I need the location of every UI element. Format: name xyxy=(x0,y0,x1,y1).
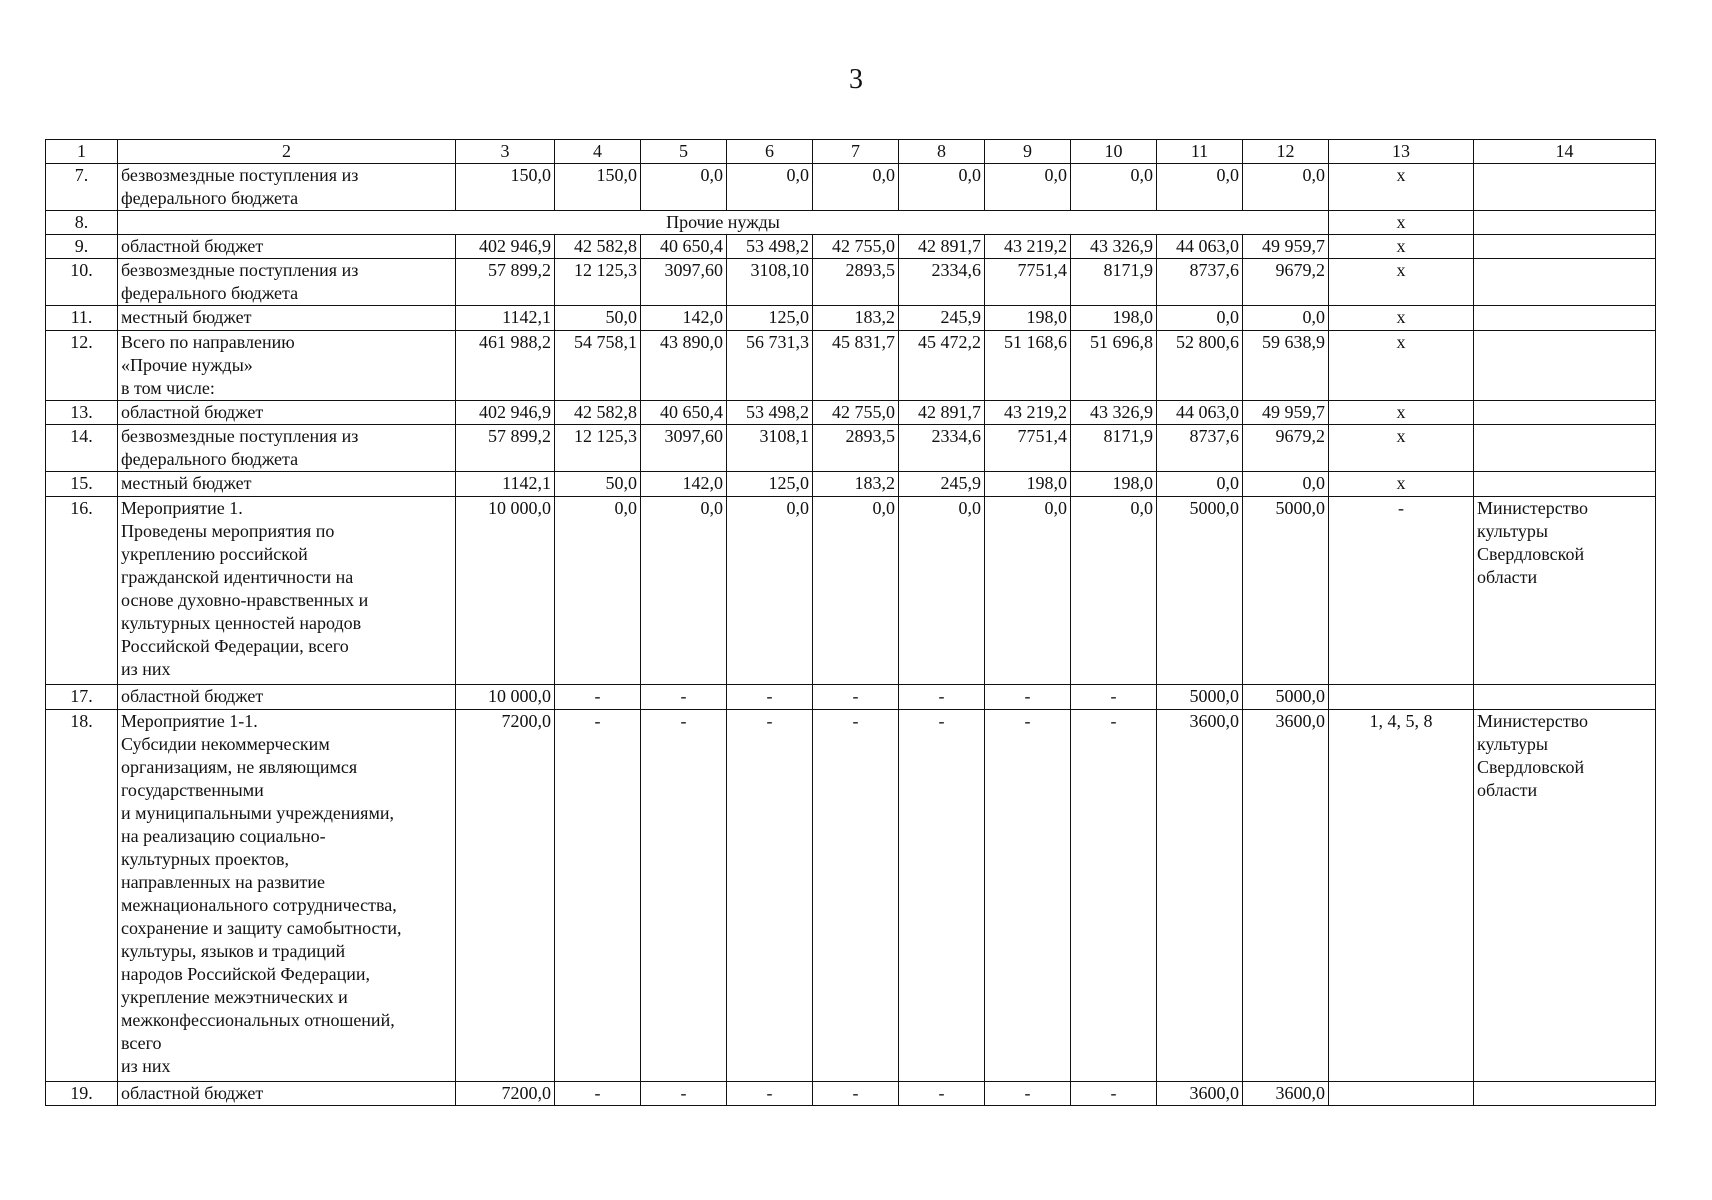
value-cell: 43 219,2 xyxy=(985,235,1071,259)
value-cell: 0,0 xyxy=(1243,472,1329,497)
value-cell: 2893,5 xyxy=(813,259,899,306)
value-cell: 43 890,0 xyxy=(641,331,727,401)
table-row xyxy=(46,710,1656,1082)
value-cell: 5000,0 xyxy=(1157,497,1243,685)
page-number: 3 xyxy=(849,64,863,95)
value-cell: 45 831,7 xyxy=(813,331,899,401)
executor-cell xyxy=(1474,211,1656,235)
value-cell: 0,0 xyxy=(727,164,813,211)
row-name: областной бюджет xyxy=(118,685,456,710)
header-cell: 2 xyxy=(118,140,456,164)
row-number: 16. xyxy=(46,497,118,685)
value-cell: - xyxy=(899,1082,985,1106)
value-cell: 42 755,0 xyxy=(813,235,899,259)
value-cell: 1142,1 xyxy=(456,472,555,497)
table-row xyxy=(46,685,1656,710)
value-cell: 0,0 xyxy=(899,164,985,211)
value-cell: 42 755,0 xyxy=(813,401,899,425)
value-cell: 42 891,7 xyxy=(899,235,985,259)
value-cell: 183,2 xyxy=(813,472,899,497)
row-number: 7. xyxy=(46,164,118,211)
table-row xyxy=(46,472,1656,497)
value-cell: 0,0 xyxy=(985,164,1071,211)
value-cell: - xyxy=(555,685,641,710)
header-cell: 1 xyxy=(46,140,118,164)
value-cell: 0,0 xyxy=(727,497,813,685)
value-cell: 3600,0 xyxy=(1243,1082,1329,1106)
target-indicator-cell: х xyxy=(1329,235,1474,259)
row-number: 9. xyxy=(46,235,118,259)
value-cell: - xyxy=(813,1082,899,1106)
value-cell: 0,0 xyxy=(555,497,641,685)
value-cell: 53 498,2 xyxy=(727,401,813,425)
value-cell: - xyxy=(1071,710,1157,1082)
target-indicator-cell: х xyxy=(1329,306,1474,331)
executor-cell xyxy=(1474,685,1656,710)
value-cell: 50,0 xyxy=(555,472,641,497)
row-number: 12. xyxy=(46,331,118,401)
value-cell: 42 891,7 xyxy=(899,401,985,425)
value-cell: - xyxy=(641,685,727,710)
executor-cell xyxy=(1474,425,1656,472)
value-cell: 5000,0 xyxy=(1243,685,1329,710)
table-row xyxy=(46,425,1656,472)
header-cell: 10 xyxy=(1071,140,1157,164)
executor-cell xyxy=(1474,164,1656,211)
row-name: безвозмездные поступления из федерального бюджета xyxy=(118,425,456,472)
value-cell: - xyxy=(727,685,813,710)
row-name: Всего по направлению «Прочие нужды» в том числе: xyxy=(118,331,456,401)
header-cell: 4 xyxy=(555,140,641,164)
value-cell: 9679,2 xyxy=(1243,425,1329,472)
value-cell: 8737,6 xyxy=(1157,425,1243,472)
table-row xyxy=(46,211,1656,235)
header-cell: 3 xyxy=(456,140,555,164)
target-indicator-cell: 1, 4, 5, 8 xyxy=(1329,710,1474,1082)
value-cell: 0,0 xyxy=(1071,497,1157,685)
value-cell: 44 063,0 xyxy=(1157,401,1243,425)
header-cell: 14 xyxy=(1474,140,1656,164)
value-cell: 125,0 xyxy=(727,306,813,331)
row-number: 17. xyxy=(46,685,118,710)
row-number: 18. xyxy=(46,710,118,1082)
value-cell: 2893,5 xyxy=(813,425,899,472)
value-cell: 9679,2 xyxy=(1243,259,1329,306)
executor-cell xyxy=(1474,235,1656,259)
target-indicator-cell: х xyxy=(1329,472,1474,497)
value-cell: - xyxy=(899,685,985,710)
value-cell: - xyxy=(1071,685,1157,710)
value-cell: 125,0 xyxy=(727,472,813,497)
row-number: 8. xyxy=(46,211,118,235)
value-cell: 53 498,2 xyxy=(727,235,813,259)
value-cell: - xyxy=(1071,1082,1157,1106)
target-indicator-cell: х xyxy=(1329,164,1474,211)
value-cell: - xyxy=(641,710,727,1082)
value-cell: 0,0 xyxy=(1243,306,1329,331)
value-cell: 245,9 xyxy=(899,306,985,331)
header-cell: 13 xyxy=(1329,140,1474,164)
value-cell: - xyxy=(555,710,641,1082)
value-cell: 8171,9 xyxy=(1071,425,1157,472)
table-row xyxy=(46,306,1656,331)
table-row xyxy=(46,497,1656,685)
target-indicator-cell: х xyxy=(1329,211,1474,235)
value-cell: 52 800,6 xyxy=(1157,331,1243,401)
target-indicator-cell xyxy=(1329,1082,1474,1106)
value-cell: - xyxy=(641,1082,727,1106)
target-indicator-cell: х xyxy=(1329,331,1474,401)
value-cell: 51 168,6 xyxy=(985,331,1071,401)
value-cell: 402 946,9 xyxy=(456,235,555,259)
value-cell: 42 582,8 xyxy=(555,235,641,259)
target-indicator-cell: - xyxy=(1329,497,1474,685)
budget-table xyxy=(45,139,1656,1106)
value-cell: 43 219,2 xyxy=(985,401,1071,425)
executor-cell xyxy=(1474,306,1656,331)
value-cell: 3108,1 xyxy=(727,425,813,472)
value-cell: 3108,10 xyxy=(727,259,813,306)
value-cell: 43 326,9 xyxy=(1071,235,1157,259)
executor-cell xyxy=(1474,472,1656,497)
value-cell: - xyxy=(985,1082,1071,1106)
value-cell: 8737,6 xyxy=(1157,259,1243,306)
value-cell: 3600,0 xyxy=(1157,1082,1243,1106)
executor-cell: Министерство культуры Свердловской области xyxy=(1474,710,1656,1082)
row-name: областной бюджет xyxy=(118,235,456,259)
value-cell: 7751,4 xyxy=(985,259,1071,306)
section-title: Прочие нужды xyxy=(118,211,1329,235)
value-cell: 44 063,0 xyxy=(1157,235,1243,259)
target-indicator-cell: х xyxy=(1329,259,1474,306)
executor-cell xyxy=(1474,331,1656,401)
value-cell: - xyxy=(813,685,899,710)
value-cell: 7200,0 xyxy=(456,710,555,1082)
value-cell: 10 000,0 xyxy=(456,497,555,685)
value-cell: - xyxy=(813,710,899,1082)
row-number: 10. xyxy=(46,259,118,306)
value-cell: - xyxy=(727,710,813,1082)
row-number: 11. xyxy=(46,306,118,331)
value-cell: 183,2 xyxy=(813,306,899,331)
header-cell: 7 xyxy=(813,140,899,164)
value-cell: 10 000,0 xyxy=(456,685,555,710)
value-cell: 3097,60 xyxy=(641,425,727,472)
value-cell: 0,0 xyxy=(641,497,727,685)
row-name: областной бюджет xyxy=(118,1082,456,1106)
value-cell: 0,0 xyxy=(899,497,985,685)
value-cell: 198,0 xyxy=(985,472,1071,497)
value-cell: 142,0 xyxy=(641,306,727,331)
executor-cell: Министерство культуры Свердловской области xyxy=(1474,497,1656,685)
value-cell: 57 899,2 xyxy=(456,425,555,472)
row-name: безвозмездные поступления из федерального бюджета xyxy=(118,259,456,306)
value-cell: 54 758,1 xyxy=(555,331,641,401)
value-cell: 7200,0 xyxy=(456,1082,555,1106)
value-cell: 49 959,7 xyxy=(1243,401,1329,425)
value-cell: 461 988,2 xyxy=(456,331,555,401)
executor-cell xyxy=(1474,1082,1656,1106)
value-cell: 198,0 xyxy=(1071,306,1157,331)
table-row xyxy=(46,259,1656,306)
row-name: Мероприятие 1-1. Субсидии некоммерческим организациям, не являющимся государственными и муниципальными учреждениями, на реализацию социально- культурных проектов, направленных на развитие межнационального сотрудничества, сохранение и защиту самобытности, культуры, языков и традиций народов Российской Федерации, укрепление межэтнических и межконфессиональных отношений, всего из них xyxy=(118,710,456,1082)
row-name: Мероприятие 1. Проведены мероприятия по укреплению российской гражданской идентичности на основе духовно-нравственных и культурных ценностей народов Российской Федерации, всего из них xyxy=(118,497,456,685)
header-cell: 9 xyxy=(985,140,1071,164)
row-name: безвозмездные поступления из федерального бюджета xyxy=(118,164,456,211)
value-cell: 45 472,2 xyxy=(899,331,985,401)
target-indicator-cell: х xyxy=(1329,425,1474,472)
value-cell: 0,0 xyxy=(1071,164,1157,211)
value-cell: 51 696,8 xyxy=(1071,331,1157,401)
table-row xyxy=(46,1082,1656,1106)
value-cell: 0,0 xyxy=(1157,306,1243,331)
value-cell: 3097,60 xyxy=(641,259,727,306)
value-cell: 3600,0 xyxy=(1157,710,1243,1082)
row-name: местный бюджет xyxy=(118,306,456,331)
value-cell: 50,0 xyxy=(555,306,641,331)
value-cell: - xyxy=(899,710,985,1082)
value-cell: 40 650,4 xyxy=(641,235,727,259)
row-number: 15. xyxy=(46,472,118,497)
executor-cell xyxy=(1474,259,1656,306)
row-number: 13. xyxy=(46,401,118,425)
value-cell: 142,0 xyxy=(641,472,727,497)
value-cell: 150,0 xyxy=(456,164,555,211)
value-cell: 198,0 xyxy=(1071,472,1157,497)
row-number: 14. xyxy=(46,425,118,472)
value-cell: 0,0 xyxy=(1243,164,1329,211)
value-cell: 0,0 xyxy=(813,164,899,211)
value-cell: 402 946,9 xyxy=(456,401,555,425)
table-row xyxy=(46,235,1656,259)
value-cell: 12 125,3 xyxy=(555,425,641,472)
target-indicator-cell xyxy=(1329,685,1474,710)
header-cell: 12 xyxy=(1243,140,1329,164)
value-cell: 59 638,9 xyxy=(1243,331,1329,401)
value-cell: 3600,0 xyxy=(1243,710,1329,1082)
table-row xyxy=(46,164,1656,211)
value-cell: - xyxy=(985,710,1071,1082)
value-cell: 245,9 xyxy=(899,472,985,497)
value-cell: 56 731,3 xyxy=(727,331,813,401)
value-cell: 8171,9 xyxy=(1071,259,1157,306)
value-cell: 0,0 xyxy=(985,497,1071,685)
row-name: областной бюджет xyxy=(118,401,456,425)
value-cell: 0,0 xyxy=(813,497,899,685)
row-number: 19. xyxy=(46,1082,118,1106)
value-cell: 49 959,7 xyxy=(1243,235,1329,259)
value-cell: 2334,6 xyxy=(899,259,985,306)
table-row xyxy=(46,331,1656,401)
value-cell: 7751,4 xyxy=(985,425,1071,472)
value-cell: - xyxy=(985,685,1071,710)
value-cell: 5000,0 xyxy=(1157,685,1243,710)
value-cell: 42 582,8 xyxy=(555,401,641,425)
value-cell: 0,0 xyxy=(1157,164,1243,211)
value-cell: 150,0 xyxy=(555,164,641,211)
header-cell: 11 xyxy=(1157,140,1243,164)
value-cell: 0,0 xyxy=(641,164,727,211)
value-cell: 198,0 xyxy=(985,306,1071,331)
value-cell: 5000,0 xyxy=(1243,497,1329,685)
header-cell: 6 xyxy=(727,140,813,164)
executor-cell xyxy=(1474,401,1656,425)
value-cell: 0,0 xyxy=(1157,472,1243,497)
value-cell: 1142,1 xyxy=(456,306,555,331)
table-row xyxy=(46,401,1656,425)
header-cell: 5 xyxy=(641,140,727,164)
value-cell: 12 125,3 xyxy=(555,259,641,306)
value-cell: 2334,6 xyxy=(899,425,985,472)
row-name: местный бюджет xyxy=(118,472,456,497)
value-cell: - xyxy=(555,1082,641,1106)
value-cell: 40 650,4 xyxy=(641,401,727,425)
header-cell: 8 xyxy=(899,140,985,164)
value-cell: - xyxy=(727,1082,813,1106)
value-cell: 57 899,2 xyxy=(456,259,555,306)
target-indicator-cell: х xyxy=(1329,401,1474,425)
header-row xyxy=(46,140,1656,164)
value-cell: 43 326,9 xyxy=(1071,401,1157,425)
